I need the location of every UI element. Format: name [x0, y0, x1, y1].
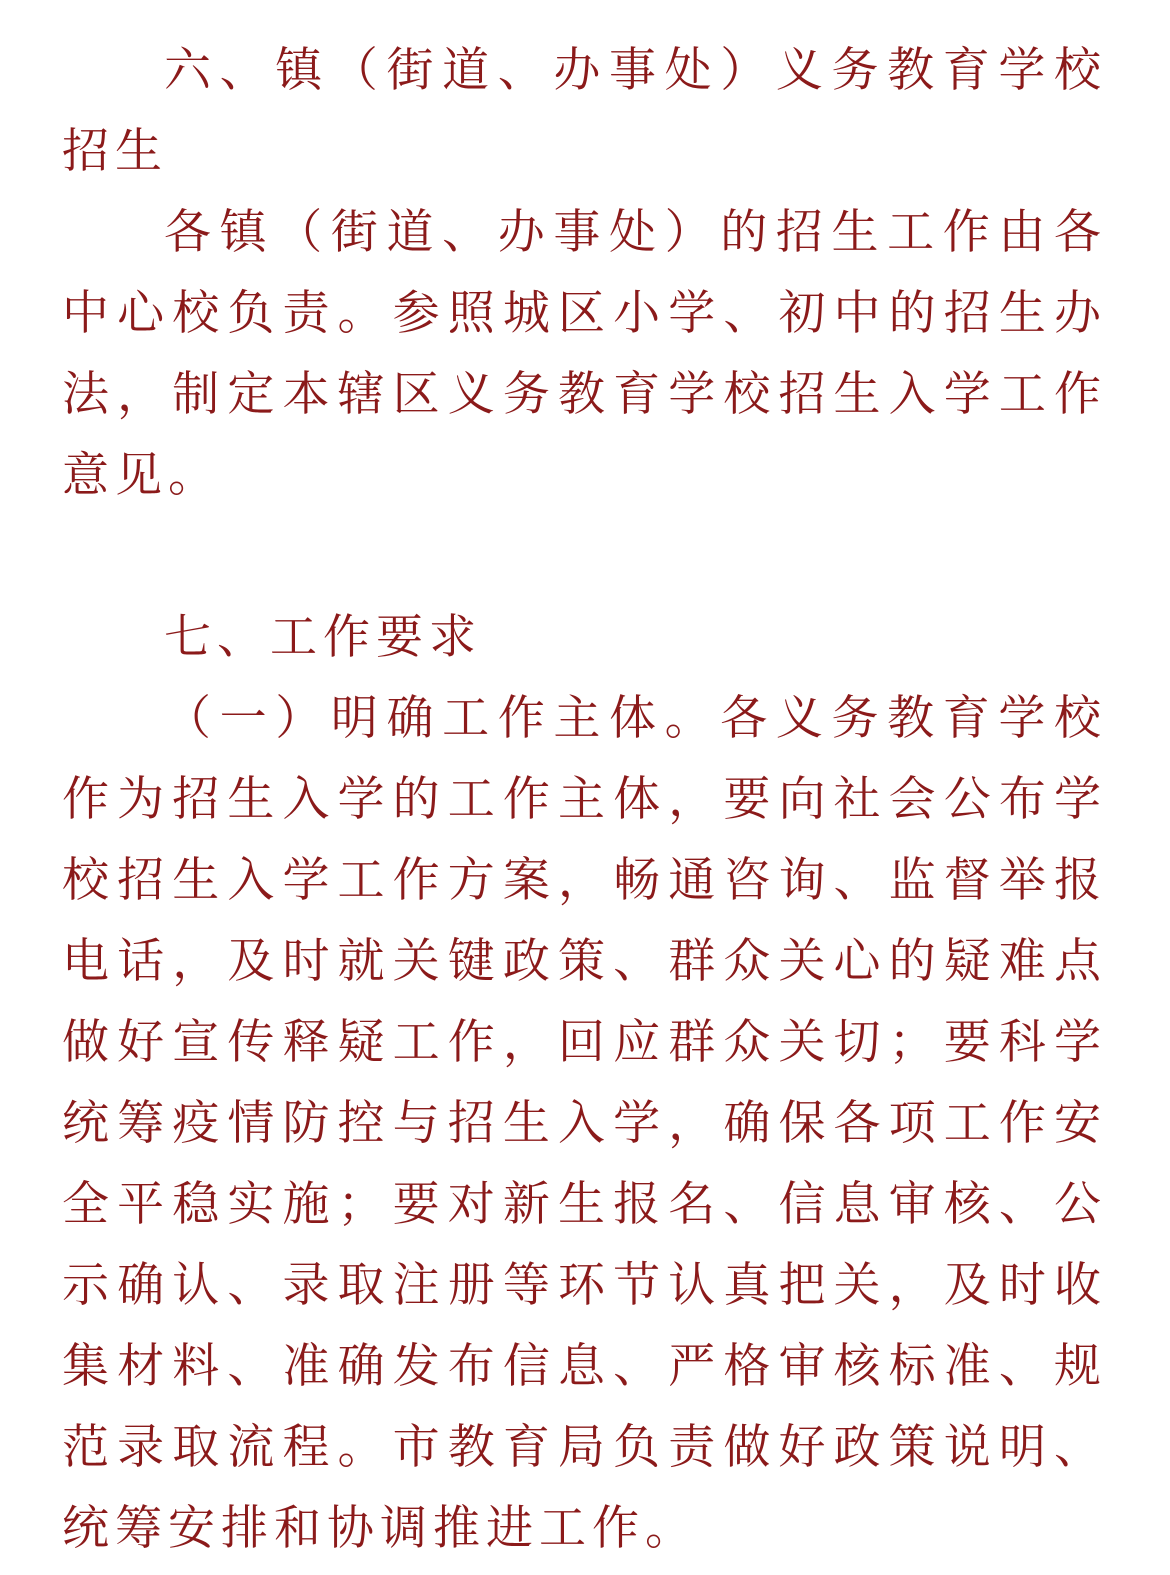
document-body: [62, 30, 1107, 1569]
section-7-heading: 七、工作要求: [164, 610, 482, 665]
section-6-heading: 六、镇（街道、办事处）义务教育学校招生: [62, 43, 1107, 179]
section-6-paragraph: 各镇（街道、办事处）的招生工作由各中心校负责。参照城区小学、初中的招生办法，制定本辖区义务教育学校招生入学工作意见。: [62, 205, 1107, 503]
section-7-item-1-paragraph: （一）明确工作主体。各义务教育学校作为招生入学的工作主体，要向社会公布学校招生入学工作方案，畅通咨询、监督举报电话，及时就关键政策、群众关心的疑难点做好宣传释疑工作，回应群众关切；要科学统筹疫情防控与招生入学，确保各项工作安全平稳实施；要对新生报名、信息审核、公示确认、录取注册等环节认真把关，及时收集材料、准确发布信息、严格审核标准、规范录取流程。市教育局负责做好政策说明、统筹安排和协调推进工作。: [62, 691, 1107, 1556]
